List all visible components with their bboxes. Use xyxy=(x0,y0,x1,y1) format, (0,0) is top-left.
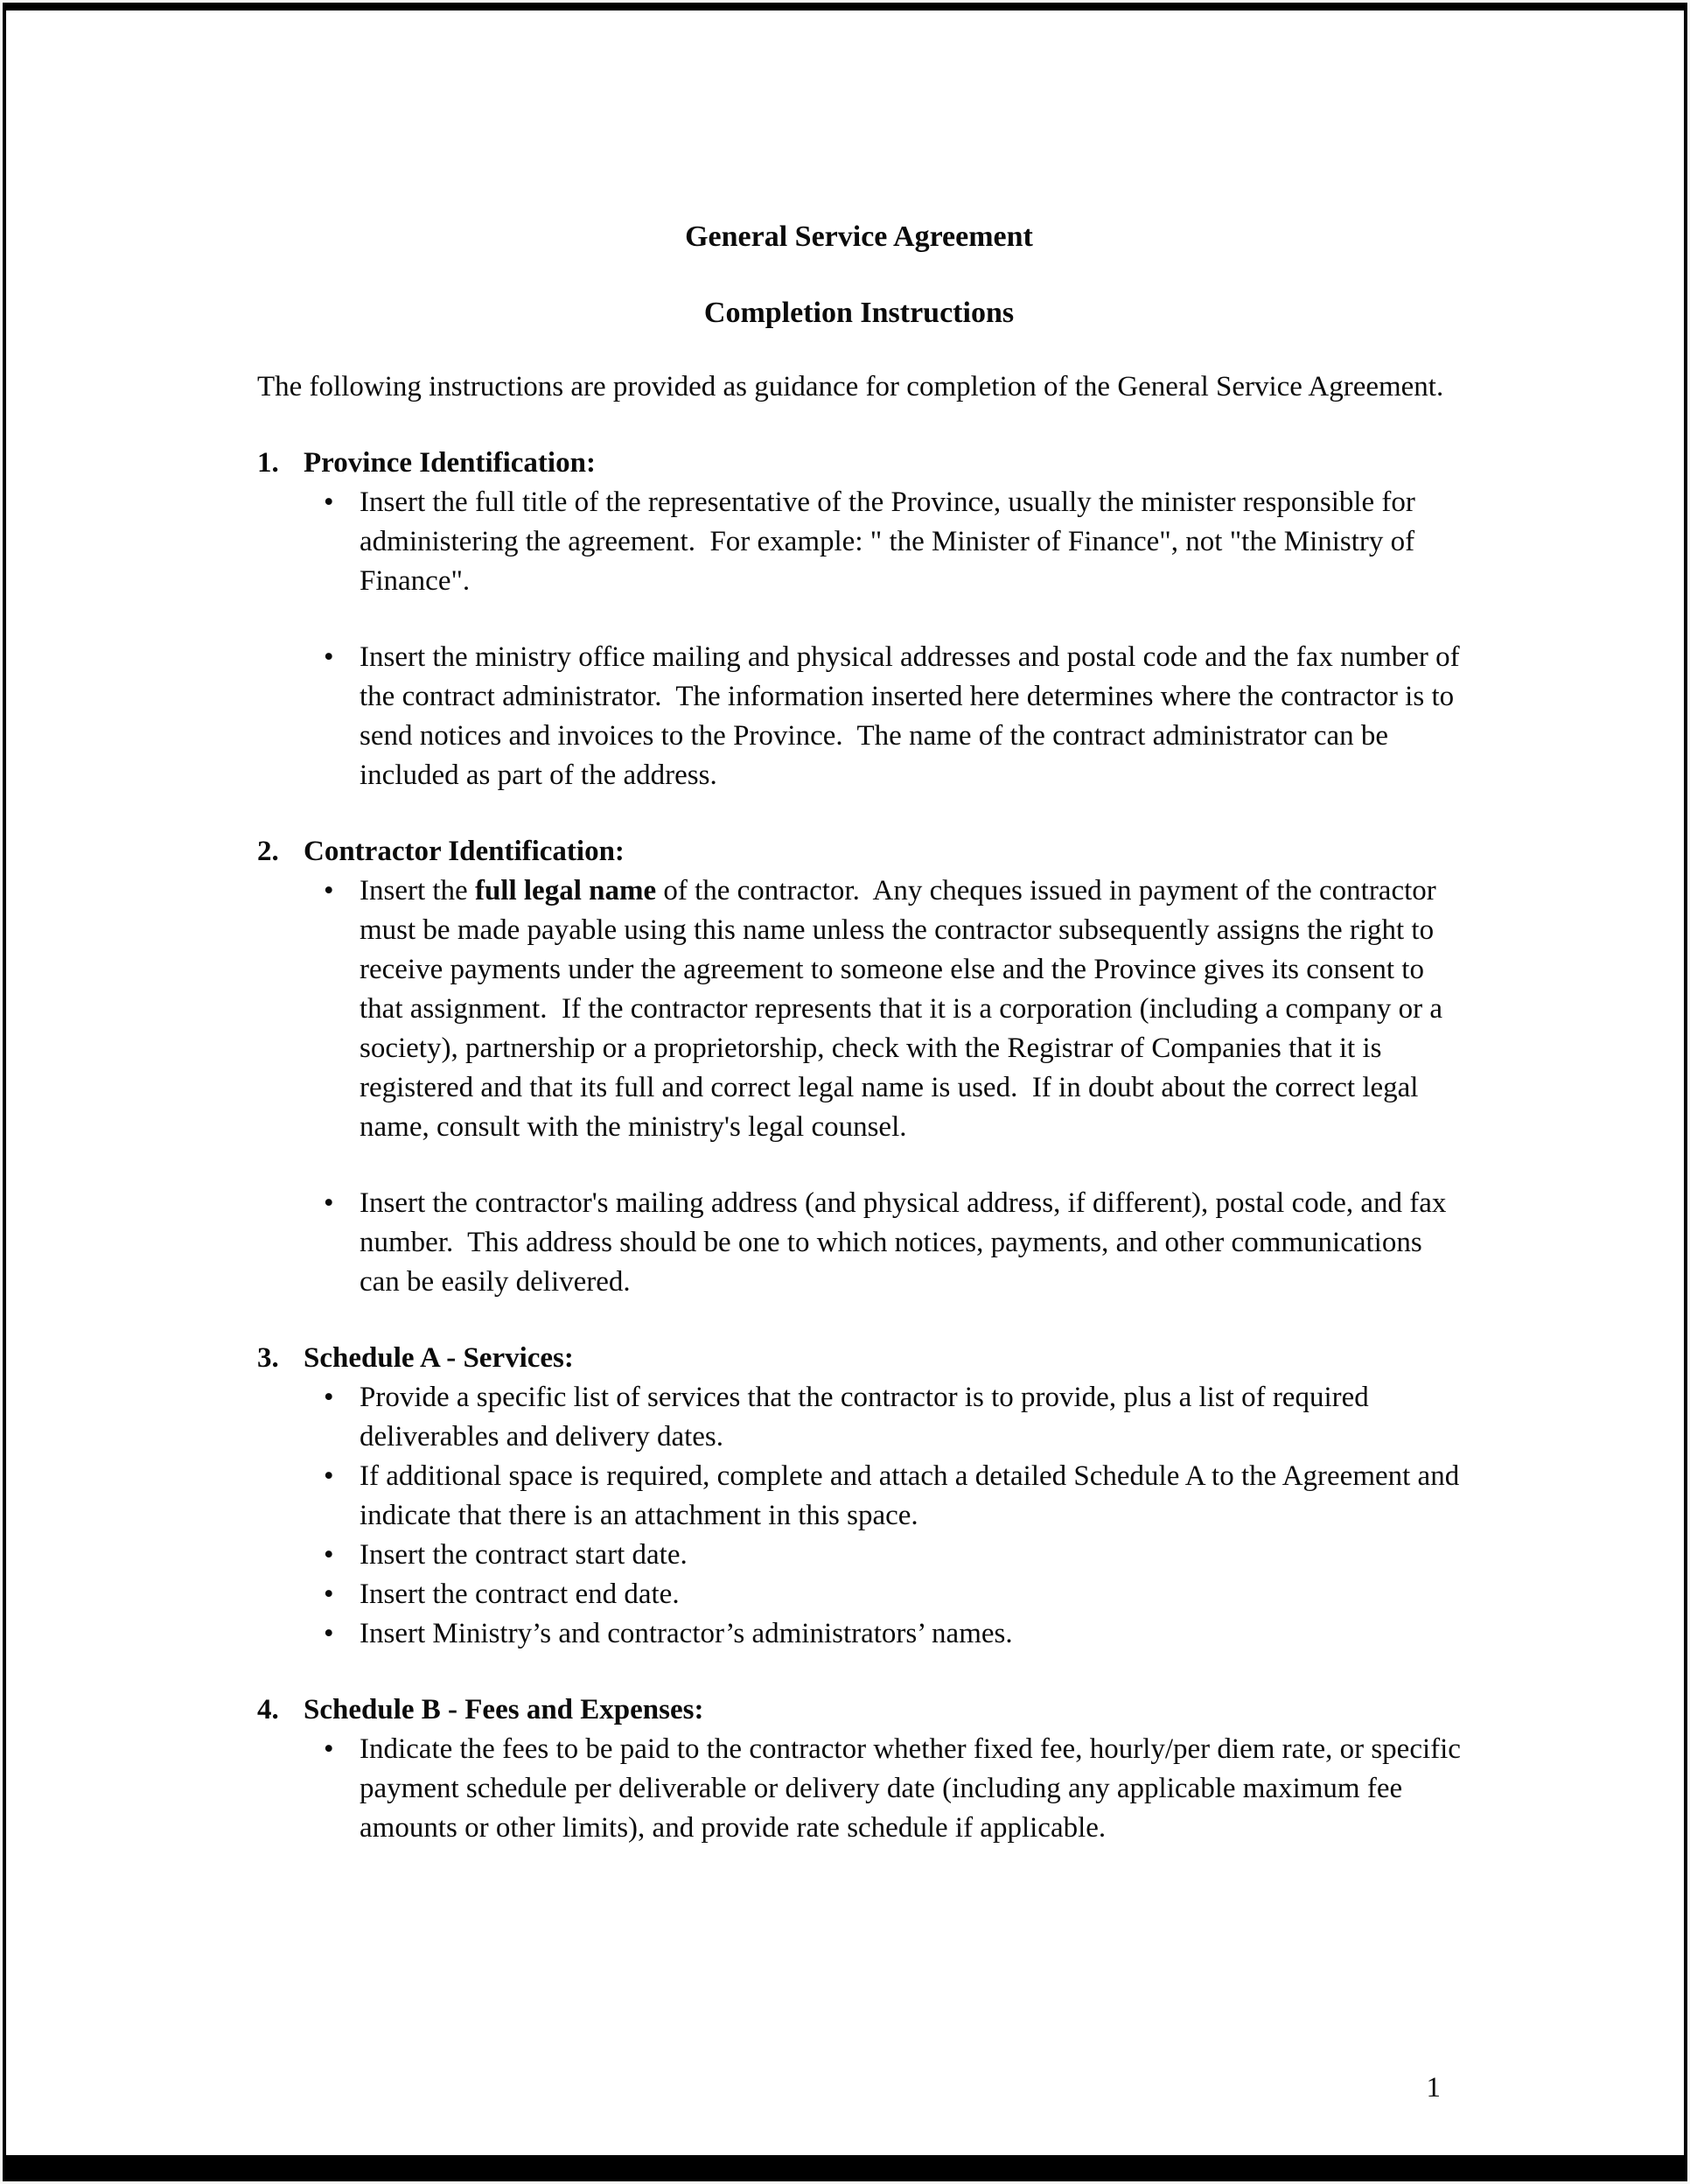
bullet-bold-segment: full legal name xyxy=(474,875,657,906)
page-number: 1 xyxy=(1426,2072,1441,2104)
section-schedule-b-fees xyxy=(257,1690,1469,1848)
bullet-item: • Insert the contractor's mailing address (and physical address, if different), postal code, and fax number. This address should be one to which notices, payments, and other communications can be easily delivered. xyxy=(257,1184,1461,1302)
section-title: Contractor Identification: xyxy=(304,836,625,867)
section-number: 3. xyxy=(257,1342,279,1374)
bullet-item: • Insert Ministry’s and contractor’s administrators’ names. xyxy=(257,1614,1461,1654)
bullet-item: • Insert the full title of the representative of the Province, usually the minister responsible for administering the agreement. For example: " the Minister of Finance", not "the Ministry of Finance". xyxy=(257,483,1461,601)
document-content xyxy=(257,217,1469,1848)
bullet-item: • Insert the contract end date. xyxy=(257,1575,1461,1614)
intro-paragraph: The following instructions are provided as guidance for completion of the General Service Agreement. xyxy=(257,371,1444,402)
section-heading xyxy=(257,832,1461,872)
section-title: Schedule A - Services: xyxy=(304,1342,574,1374)
bullet-text-segment: of the contractor. Any cheques issued in payment of the contractor must be made payable using this name unless the contractor subsequently assigns the right to receive payments under the agreement to someone else and the Province gives its consent to that assignment. If the contractor represents that it is a corporation (including a company or a society), partnership or a proprietorship, check with the Registrar of Companies that it is registered and that its full and correct legal name is used. If in doubt about the correct legal name, consult with the ministry's legal counsel. xyxy=(360,875,1450,1143)
document-subtitle: Completion Instructions xyxy=(703,297,1015,329)
section-number: 1. xyxy=(257,447,279,479)
section-number: 2. xyxy=(257,836,279,867)
section-contractor-identification xyxy=(257,832,1461,1302)
section-heading xyxy=(257,1339,1461,1378)
bullet-list xyxy=(257,1730,1469,1848)
bullet-item: • Indicate the fees to be paid to the contractor whether fixed fee, hourly/per diem rate, or specific payment schedule per deliverable or delivery date (including any applicable maximum fee amounts or other limits), and provide rate schedule if applicable. xyxy=(257,1730,1461,1848)
section-title: Province Identification: xyxy=(304,447,596,479)
section-number: 4. xyxy=(257,1694,279,1726)
document-title: General Service Agreement xyxy=(685,220,1033,253)
bullet-list xyxy=(257,872,1461,1302)
bullet-item: • Insert the ministry office mailing and physical addresses and postal code and the fax number of the contract administrator. The information inserted here determines where the contractor is to send notices and invoices to the Province. The name of the contract administrator can be included as part of the address. xyxy=(257,638,1461,795)
bullet-item xyxy=(257,872,1461,1147)
section-heading xyxy=(257,1690,1461,1730)
section-heading xyxy=(257,444,1461,483)
bullet-list xyxy=(257,1378,1467,1654)
bullet-item: • Provide a specific list of services that the contractor is to provide, plus a list of required deliverables and delivery dates. xyxy=(257,1378,1461,1457)
bullet-item: • Insert the contract start date. xyxy=(257,1536,1461,1575)
bullet-item: • If additional space is required, complete and attach a detailed Schedule A to the Agreement and indicate that there is an attachment in this space. xyxy=(257,1457,1461,1536)
section-province-identification xyxy=(257,444,1467,795)
bullet-text-segment: Insert the xyxy=(360,875,475,906)
section-schedule-a-services xyxy=(257,1339,1467,1654)
scanned-page-frame xyxy=(3,3,1687,2181)
bullet-list xyxy=(257,483,1467,795)
section-title: Schedule B - Fees and Expenses: xyxy=(304,1694,704,1726)
